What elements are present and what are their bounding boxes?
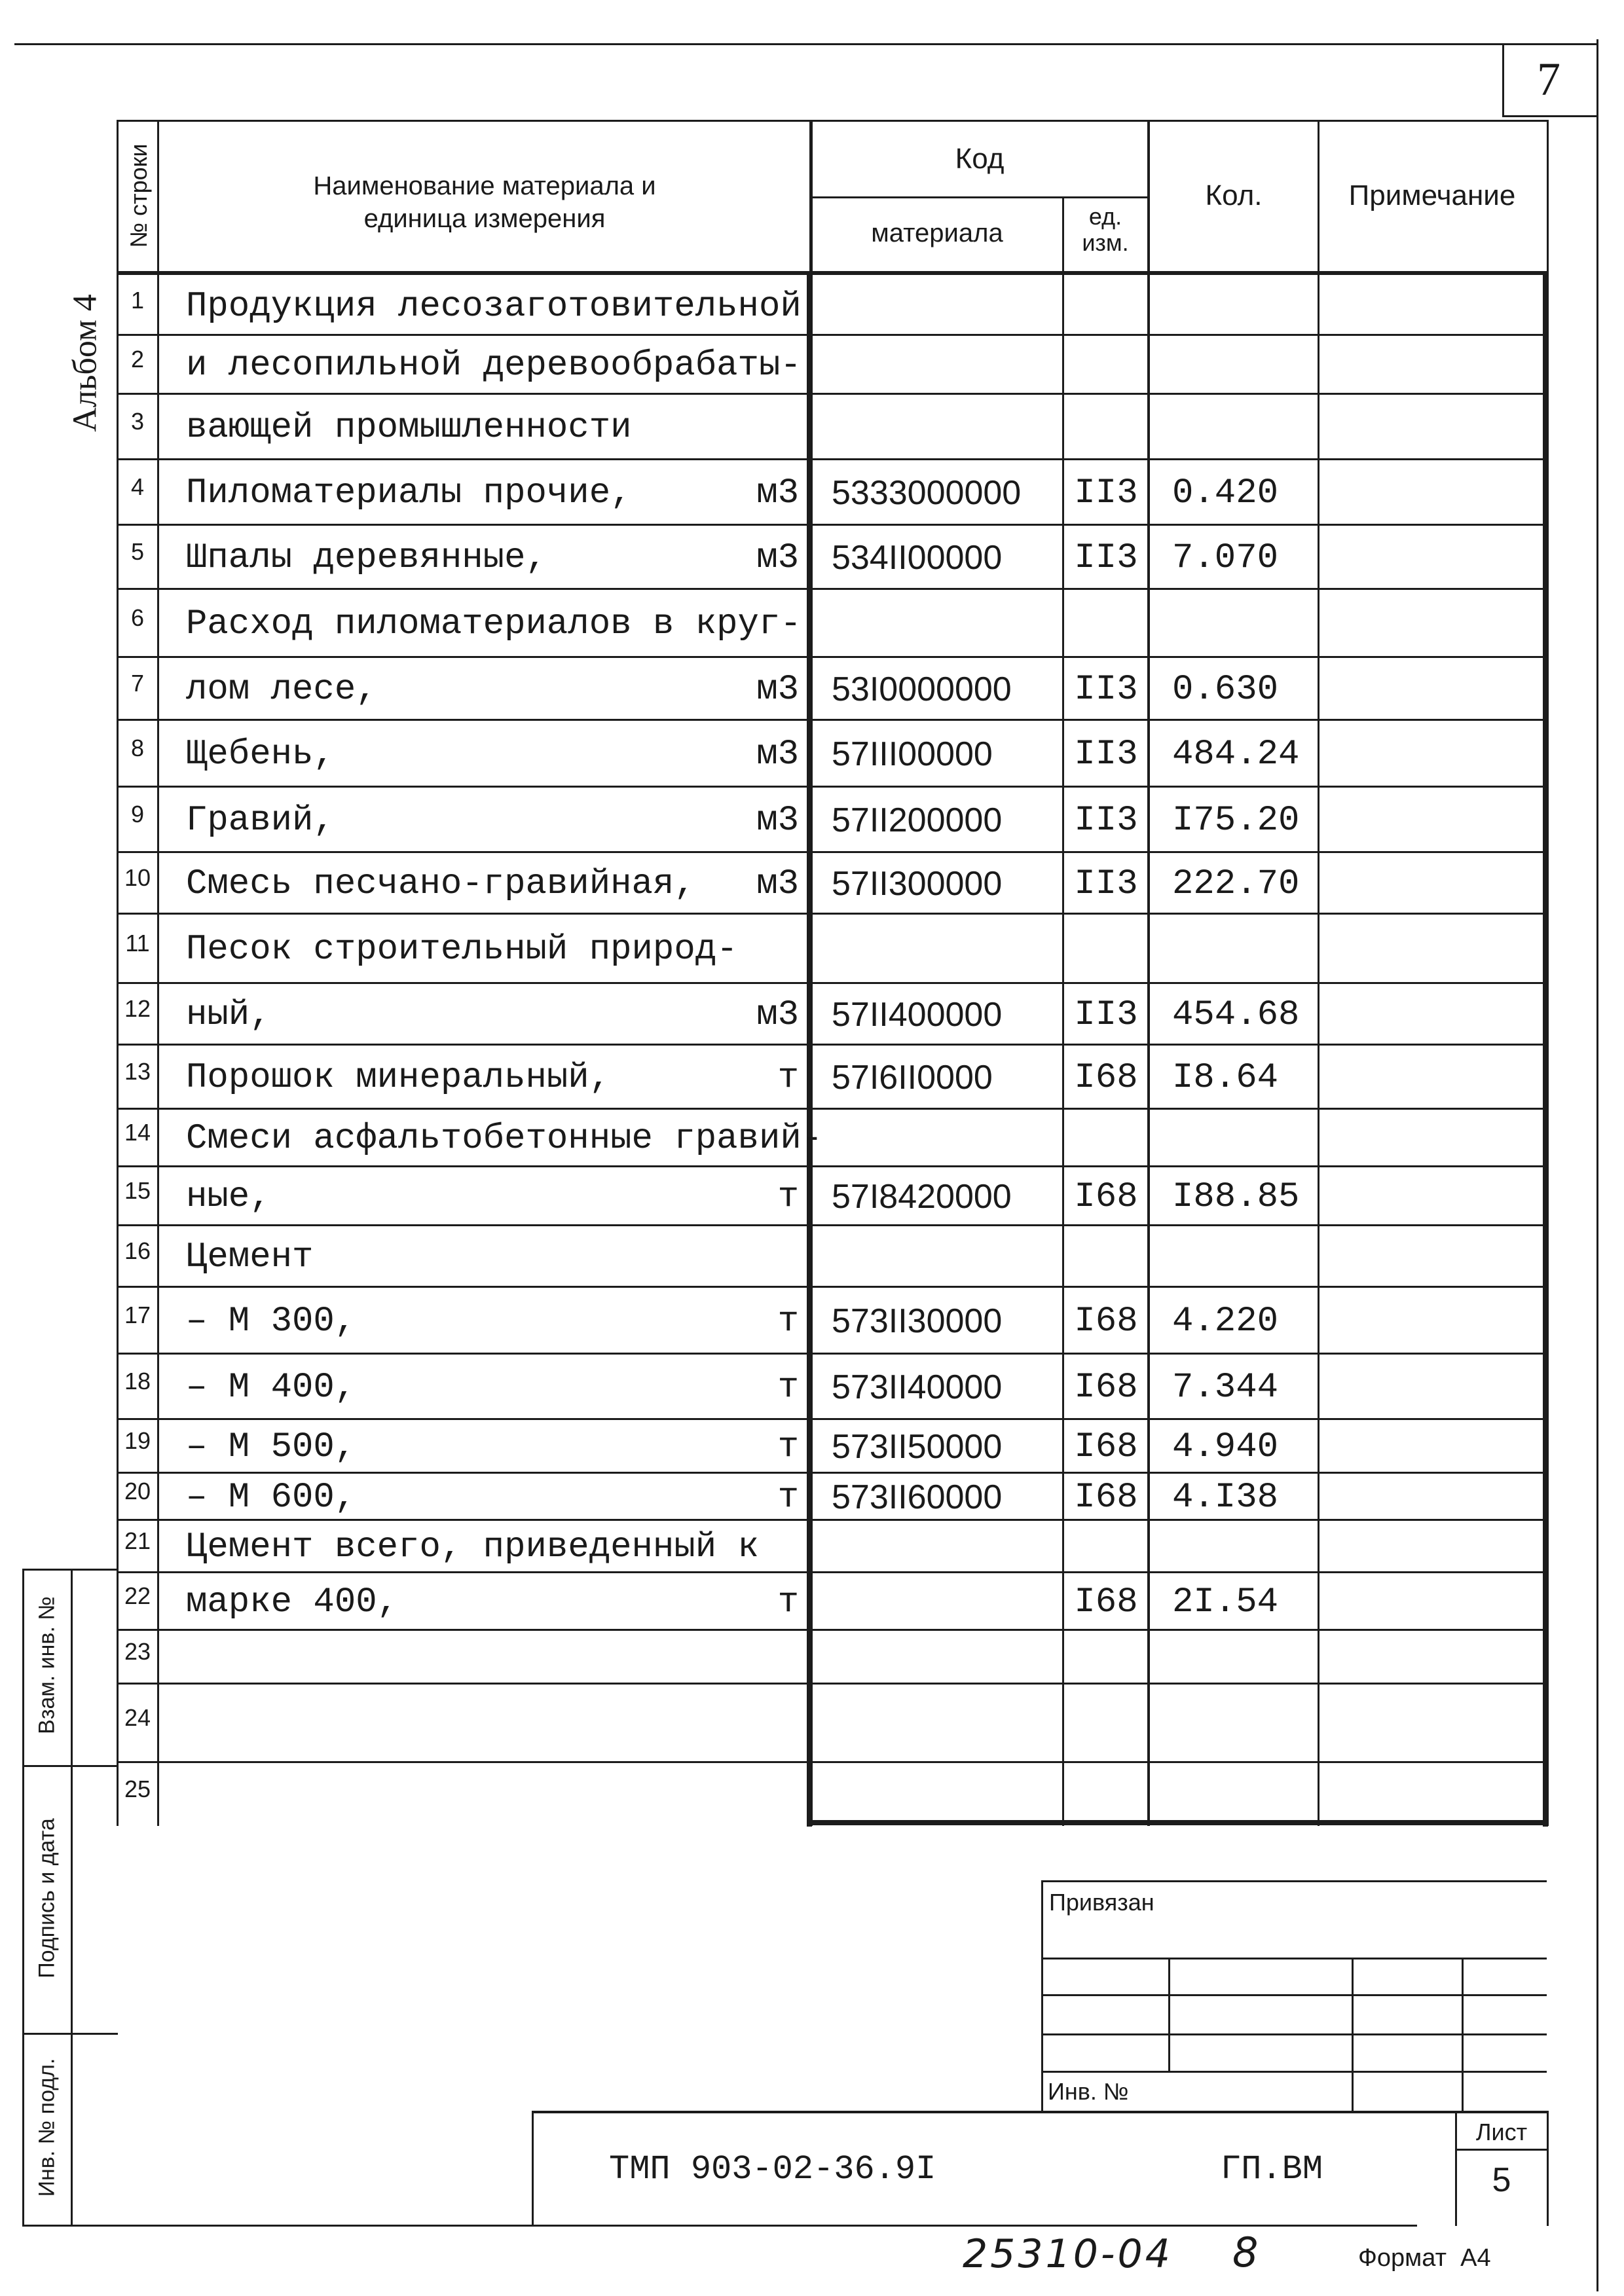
- row-qty: 0.630: [1172, 670, 1279, 710]
- header-name-line1: Наименование материала и: [313, 172, 656, 200]
- row-name: Пиломатериалы прочие,: [186, 473, 632, 513]
- row-unit-code: II3: [1074, 864, 1138, 904]
- row-qty: I75.20: [1172, 801, 1300, 841]
- handwritten-number: 25310-04: [963, 2231, 1173, 2277]
- row-separator: [118, 334, 1547, 336]
- row-number: 12: [124, 995, 151, 1022]
- row-name: ные,: [186, 1177, 271, 1217]
- handwritten-sheet: 8: [1232, 2229, 1259, 2276]
- row-number: 23: [124, 1638, 151, 1665]
- row-number: 13: [124, 1058, 151, 1085]
- row-unit: м3: [756, 538, 799, 578]
- privyazan-label: Привязан: [1049, 1889, 1154, 1916]
- side-stamp-left: [22, 1569, 24, 2226]
- row-name: – М 400,: [186, 1368, 356, 1408]
- row-number: 15: [124, 1177, 151, 1204]
- row-number: 16: [124, 1237, 151, 1264]
- row-name: Гравий,: [186, 801, 335, 841]
- header-code: Код: [955, 143, 1005, 175]
- row-separator: [118, 786, 1547, 788]
- row-unit: м3: [756, 864, 799, 904]
- row-unit: т: [777, 1582, 799, 1622]
- row-number: 5: [130, 538, 145, 565]
- row-separator: [118, 719, 1547, 721]
- row-name: – М 500,: [186, 1427, 356, 1467]
- row-name: вающей промышленности: [186, 408, 632, 448]
- row-name: марке 400,: [186, 1582, 399, 1622]
- row-unit: т: [777, 1058, 799, 1098]
- row-unit: т: [777, 1368, 799, 1408]
- row-code: 57I6II0000: [832, 1059, 993, 1097]
- row-number: 3: [130, 408, 145, 435]
- row-number: 20: [124, 1478, 151, 1504]
- row-unit: т: [777, 1302, 799, 1341]
- row-code: 573II60000: [832, 1478, 1003, 1516]
- row-number: 10: [124, 864, 151, 891]
- album-label: Альбом 4: [66, 294, 104, 432]
- row-name: – М 300,: [186, 1302, 356, 1341]
- row-qty: 0.420: [1172, 473, 1279, 513]
- row-qty: 4.940: [1172, 1427, 1279, 1467]
- row-code: 57I8420000: [832, 1178, 1012, 1216]
- row-name: Порошок минеральный,: [186, 1058, 611, 1098]
- header-note: Примечание: [1348, 179, 1516, 211]
- row-separator: [118, 851, 1547, 853]
- row-separator: [118, 913, 1547, 915]
- row-number: 22: [124, 1582, 151, 1609]
- row-qty: 454.68: [1172, 995, 1300, 1035]
- row-separator: [118, 1418, 1547, 1420]
- row-unit-code: I68: [1074, 1058, 1138, 1098]
- row-number: 24: [124, 1704, 151, 1731]
- format-label: Формат А4: [1358, 2244, 1491, 2272]
- row-qty: I8.64: [1172, 1058, 1279, 1098]
- row-unit-code: I68: [1074, 1478, 1138, 1518]
- row-number: 8: [130, 735, 145, 761]
- row-name: Смесь песчано-гравийная,: [186, 864, 695, 904]
- row-number: 19: [124, 1427, 151, 1454]
- row-number: 9: [130, 801, 145, 828]
- header-qty: Кол.: [1205, 179, 1263, 211]
- row-separator: [118, 1353, 1547, 1355]
- header-code-unit-line1: ед.: [1088, 203, 1122, 230]
- row-qty: I88.85: [1172, 1177, 1300, 1217]
- corner-box-left: [1502, 43, 1504, 117]
- row-code: 57III00000: [832, 735, 993, 773]
- row-separator: [118, 1224, 1547, 1226]
- header-code-material: материала: [871, 219, 1003, 247]
- stamp-podpis-data: Подпись и дата: [34, 1818, 60, 1978]
- row-number: 6: [130, 604, 145, 631]
- row-unit-code: II3: [1074, 995, 1138, 1035]
- row-name: Продукция лесозаготовительной: [186, 287, 802, 327]
- row-separator: [118, 458, 1547, 460]
- row-separator: [118, 1286, 1547, 1288]
- row-name: Шпалы деревянные,: [186, 538, 547, 578]
- row-unit: м3: [756, 995, 799, 1035]
- row-qty: 7.070: [1172, 538, 1279, 578]
- inv-no-label: Инв. №: [1048, 2078, 1129, 2105]
- row-qty: 4.I38: [1172, 1478, 1279, 1518]
- sheet-code: ГП.ВМ: [1221, 2150, 1323, 2189]
- row-separator: [118, 656, 1547, 658]
- row-number: 17: [124, 1302, 151, 1328]
- row-unit: м3: [756, 735, 799, 774]
- row-separator: [118, 1519, 1547, 1521]
- row-name: и лесопильной деревообрабаты-: [186, 346, 802, 386]
- row-separator: [118, 393, 1547, 395]
- row-name: – М 600,: [186, 1478, 356, 1518]
- row-code: 57II400000: [832, 996, 1003, 1034]
- top-border: [14, 43, 1598, 45]
- row-number: 14: [124, 1119, 151, 1146]
- row-name: лом лесе,: [186, 670, 377, 710]
- row-unit: т: [777, 1427, 799, 1467]
- privyazan-top: [1041, 1880, 1547, 1882]
- row-separator: [118, 1629, 1547, 1631]
- right-border: [1596, 39, 1598, 2291]
- row-number: 21: [124, 1527, 151, 1554]
- row-qty: 222.70: [1172, 864, 1300, 904]
- header-row-no: № строки: [125, 143, 152, 248]
- doc-code: ТМП 903-02-36.9I: [609, 2150, 936, 2189]
- row-separator: [118, 1761, 1547, 1763]
- row-unit-code: II3: [1074, 538, 1138, 578]
- row-number: 11: [125, 930, 150, 957]
- row-unit-code: II3: [1074, 801, 1138, 841]
- list-label: Лист: [1475, 2119, 1528, 2145]
- row-unit-code: II3: [1074, 670, 1138, 710]
- row-number: 18: [124, 1368, 151, 1394]
- row-unit-code: II3: [1074, 473, 1138, 513]
- row-name: Песок строительный природ-: [186, 930, 738, 970]
- row-code: 57II200000: [832, 801, 1003, 839]
- row-qty: 7.344: [1172, 1368, 1279, 1408]
- row-separator: [118, 1472, 1547, 1474]
- row-separator: [118, 1165, 1547, 1167]
- row-unit: т: [777, 1478, 799, 1518]
- row-name: Цемент всего, приведенный к: [186, 1527, 759, 1567]
- row-code: 53I0000000: [832, 670, 1012, 708]
- row-unit: т: [777, 1177, 799, 1217]
- row-separator: [118, 1108, 1547, 1110]
- row-unit-code: I68: [1074, 1177, 1138, 1217]
- row-separator: [118, 524, 1547, 526]
- row-number: 2: [130, 346, 145, 373]
- row-separator: [118, 1683, 1547, 1685]
- row-unit-code: I68: [1074, 1582, 1138, 1622]
- row-qty: 4.220: [1172, 1302, 1279, 1341]
- header-name-line2: единица измерения: [363, 204, 606, 233]
- row-unit-code: I68: [1074, 1427, 1138, 1467]
- row-separator: [118, 1044, 1547, 1046]
- row-separator: [118, 1571, 1547, 1573]
- header-code-unit-line2: изм.: [1082, 229, 1129, 256]
- row-name: Смеси асфальтобетонные гравий-: [186, 1119, 823, 1159]
- row-code: 573II30000: [832, 1302, 1003, 1340]
- stamp-inv-podl: Инв. № подл.: [34, 2058, 60, 2197]
- row-unit: м3: [756, 473, 799, 513]
- row-separator: [118, 982, 1547, 984]
- row-name: Щебень,: [186, 735, 335, 774]
- row-code: 573II50000: [832, 1428, 1003, 1466]
- corner-box-bottom: [1502, 115, 1598, 117]
- row-name: Расход пиломатериалов в круг-: [186, 604, 802, 644]
- row-number: 7: [130, 670, 145, 697]
- row-unit-code: II3: [1074, 735, 1138, 774]
- row-separator: [118, 588, 1547, 590]
- row-unit: м3: [756, 801, 799, 841]
- row-qty: 484.24: [1172, 735, 1300, 774]
- row-code: 573II40000: [832, 1368, 1003, 1406]
- row-name: Цемент: [186, 1237, 314, 1277]
- row-code: 534II00000: [832, 539, 1003, 577]
- stamp-vzam-inv: Взам. инв. №: [34, 1596, 60, 1734]
- list-number: 5: [1492, 2161, 1511, 2199]
- row-number: 25: [124, 1776, 151, 1802]
- row-unit-code: I68: [1074, 1302, 1138, 1341]
- row-unit: м3: [756, 670, 799, 710]
- row-name: ный,: [186, 995, 271, 1035]
- row-code: 5333000000: [832, 474, 1022, 512]
- row-number: 1: [130, 287, 145, 314]
- page-corner-number: 7: [1537, 53, 1560, 105]
- row-qty: 2I.54: [1172, 1582, 1279, 1622]
- row-code: 57II300000: [832, 865, 1003, 903]
- row-unit-code: I68: [1074, 1368, 1138, 1408]
- title-main-top: [532, 2111, 1547, 2113]
- row-number: 4: [130, 473, 145, 500]
